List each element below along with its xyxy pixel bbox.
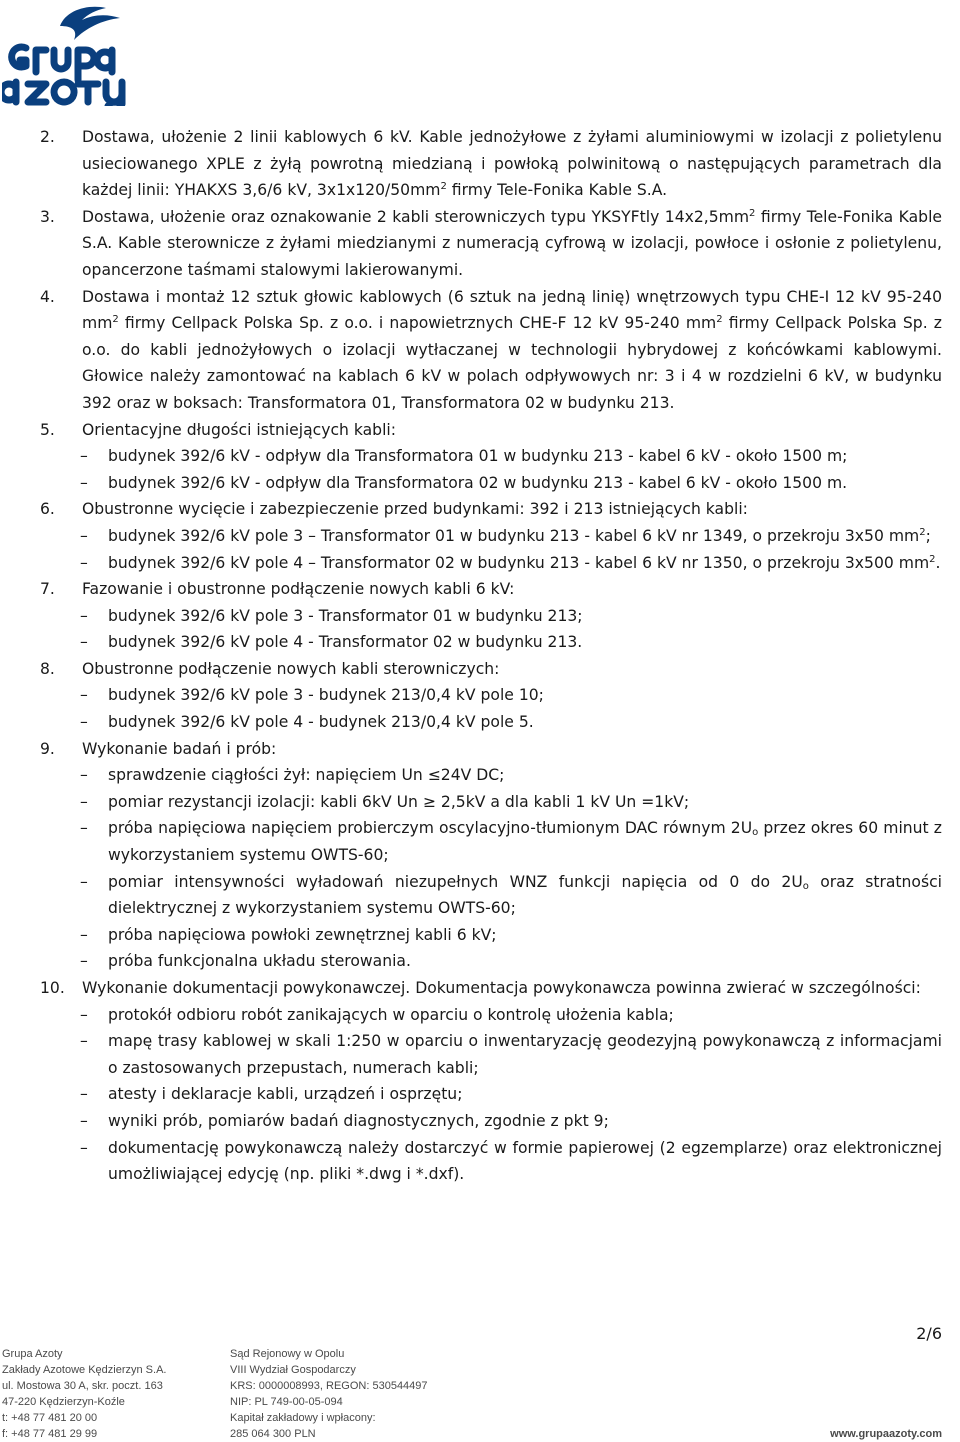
item-number: 4. bbox=[40, 287, 55, 306]
text-run: firmy Tele-Fonika Kable S.A. bbox=[446, 181, 668, 200]
sub-list bbox=[82, 523, 942, 576]
dash-bullet: – bbox=[80, 872, 88, 891]
dash-bullet: – bbox=[80, 1111, 88, 1130]
item-number: 8. bbox=[40, 659, 55, 678]
page-number: 2/6 bbox=[916, 1324, 942, 1343]
footer-line: Zakłady Azotowe Kędzierzyn S.A. bbox=[2, 1364, 167, 1376]
item-text bbox=[82, 576, 942, 603]
subscript: o bbox=[752, 827, 759, 839]
footer-line: t: +48 77 481 20 00 bbox=[2, 1412, 98, 1424]
dash-bullet: – bbox=[80, 447, 88, 466]
text-run: pomiar rezystancji izolacji: kabli 6kV Un ≥ 2,5kV a dla kabli 1 kV Un =1kV; bbox=[108, 792, 690, 811]
sub-list-item bbox=[82, 1108, 942, 1135]
sub-list-item bbox=[82, 550, 942, 577]
sub-list bbox=[82, 762, 942, 975]
sub-list-item bbox=[82, 1002, 942, 1029]
superscript: 2 bbox=[112, 314, 119, 326]
superscript: 2 bbox=[716, 314, 723, 326]
text-run: Dostawa, ułożenie oraz oznakowanie 2 kabli sterowniczych typu YKSYFtly 14x2,5mm bbox=[82, 207, 750, 226]
sub-list-item bbox=[82, 1135, 942, 1188]
sub-list-item bbox=[82, 709, 942, 736]
dash-bullet: – bbox=[80, 925, 88, 944]
text-run: Wykonanie badań i prób: bbox=[82, 739, 277, 758]
dash-bullet: – bbox=[80, 473, 88, 492]
text-run: Fazowanie i obustronne podłączenie nowych kabli 6 kV: bbox=[82, 580, 515, 599]
list-item bbox=[40, 736, 942, 975]
dash-bullet: – bbox=[80, 606, 88, 625]
list-item bbox=[40, 284, 942, 417]
text-run: dokumentację powykonawczą należy dostarczyć w formie papierowej (2 egzemplarze) oraz elektronicznej umożliwiającej edycję (np. pliki *.dwg i *.dxf). bbox=[108, 1138, 942, 1184]
text-run: próba napięciowa powłoki zewnętrznej kabli 6 kV; bbox=[108, 925, 497, 944]
item-number: 3. bbox=[40, 207, 55, 226]
text-run: Obustronne podłączenie nowych kabli sterowniczych: bbox=[82, 659, 500, 678]
footer bbox=[0, 1346, 960, 1442]
text-run: budynek 392/6 kV pole 3 - budynek 213/0,4 kV pole 10; bbox=[108, 686, 544, 705]
item-text bbox=[82, 124, 942, 204]
sub-list-item bbox=[82, 1081, 942, 1108]
text-run: Obustronne wycięcie i zabezpieczenie przed budynkami: 392 i 213 istniejących kabli: bbox=[82, 500, 748, 519]
sub-list-item bbox=[82, 443, 942, 470]
item-text bbox=[82, 736, 942, 763]
footer-line: ul. Mostowa 30 A, skr. poczt. 163 bbox=[2, 1380, 163, 1392]
sub-list-item bbox=[82, 869, 942, 922]
text-run: Dostawa i montaż 12 sztuk głowic kablowych (6 sztuk na jedną linię) wnętrzowych typu CHE-I 12 kV 95-240 mm bbox=[82, 287, 942, 333]
dash-bullet: – bbox=[80, 1085, 88, 1104]
item-text bbox=[82, 975, 942, 1002]
item-number: 7. bbox=[40, 580, 55, 599]
dash-bullet: – bbox=[80, 633, 88, 652]
text-run: próba napięciowa napięciem probierczym oscylacyjno-tłumionym DAC równym 2U bbox=[108, 819, 753, 838]
superscript: 2 bbox=[749, 207, 756, 219]
footer-line: Grupa Azoty bbox=[2, 1348, 63, 1360]
footer-line: 285 064 300 PLN bbox=[230, 1428, 316, 1440]
text-run: protokół odbioru robót zanikających w oparciu o kontrolę ułożenia kabla; bbox=[108, 1005, 674, 1024]
subscript: o bbox=[802, 880, 809, 892]
dash-bullet: – bbox=[80, 952, 88, 971]
text-run: budynek 392/6 kV - odpływ dla Transformatora 02 w budynku 213 - kabel 6 kV - około 1500 m. bbox=[108, 473, 848, 492]
list-item bbox=[40, 204, 942, 284]
sub-list-item bbox=[82, 470, 942, 497]
dash-bullet: – bbox=[80, 686, 88, 705]
footer-line: f: +48 77 481 29 99 bbox=[2, 1428, 98, 1440]
item-text bbox=[82, 656, 942, 683]
text-run: mapę trasy kablowej w skali 1:250 w oparciu o inwentaryzację geodezyjną powykonawczą z informacjami o zastosowanych przepustach, numerach kabli; bbox=[108, 1032, 942, 1077]
footer-line: VIII Wydział Gospodarczy bbox=[230, 1364, 356, 1376]
item-number: 10. bbox=[40, 979, 65, 997]
text-run: budynek 392/6 kV pole 4 – Transformator 02 w budynku 213 - kabel 6 kV nr 1350, o przekroju 3x500 mm bbox=[108, 553, 930, 572]
item-number: 5. bbox=[40, 420, 55, 439]
sub-list-item bbox=[82, 948, 942, 975]
text-run: firmy Tele-Fonika Kable S.A. Kable sterownicze z żyłami miedzianymi z numeracją cyfrową w izolacji, powłoce i osłonie z polietylenu, opancerzone taśmami stalowymi lakierowanymi. bbox=[82, 207, 942, 279]
dash-bullet: – bbox=[80, 766, 88, 785]
text-run: próba funkcjonalna układu sterowania. bbox=[108, 952, 411, 971]
text-run: sprawdzenie ciągłości żył: napięciem Un ≤24V DC; bbox=[108, 766, 505, 785]
superscript: 2 bbox=[440, 181, 447, 193]
footer-registration-info bbox=[230, 1346, 428, 1442]
item-number: 2. bbox=[40, 128, 55, 146]
sub-list bbox=[82, 682, 942, 735]
sub-list-item bbox=[82, 523, 942, 550]
document-body bbox=[40, 124, 942, 1188]
dash-bullet: – bbox=[80, 526, 88, 545]
text-run: przez okres 60 minut z wykorzystaniem systemu OWTS-60; bbox=[108, 819, 942, 865]
sub-list bbox=[82, 1002, 942, 1188]
item-number: 6. bbox=[40, 500, 55, 519]
list-item bbox=[40, 975, 942, 1188]
text-run: firmy Cellpack Polska Sp. z o.o. i napowietrznych CHE-F 12 kV 95-240 mm bbox=[118, 314, 717, 333]
sub-list-item bbox=[82, 815, 942, 868]
dash-bullet: – bbox=[80, 1005, 88, 1024]
dash-bullet: – bbox=[80, 713, 88, 732]
grupa-azoty-logo bbox=[2, 2, 164, 106]
footer-line: KRS: 0000008993, REGON: 530544497 bbox=[230, 1380, 428, 1392]
text-run: atesty i deklaracje kabli, urządzeń i osprzętu; bbox=[108, 1085, 463, 1104]
text-run: oraz stratności dielektrycznej z wykorzystaniem systemu OWTS-60; bbox=[108, 872, 942, 918]
list-item bbox=[40, 124, 942, 204]
dash-bullet: – bbox=[80, 1138, 88, 1157]
sub-list-item bbox=[82, 922, 942, 949]
list-item bbox=[40, 496, 942, 576]
text-run: . bbox=[935, 553, 941, 572]
superscript: 2 bbox=[929, 553, 936, 565]
dash-bullet: – bbox=[80, 792, 88, 811]
item-text bbox=[82, 417, 942, 444]
text-run: Orientacyjne długości istniejących kabli: bbox=[82, 420, 396, 439]
footer-company-info bbox=[2, 1346, 166, 1442]
list-item bbox=[40, 576, 942, 656]
text-run: budynek 392/6 kV pole 3 – Transformator 01 w budynku 213 - kabel 6 kV nr 1349, o przekroju 3x50 mm bbox=[108, 526, 920, 545]
sub-list bbox=[82, 443, 942, 496]
text-run: pomiar intensywności wyładowań niezupełnych WNZ funkcji napięcia od 0 do 2U bbox=[108, 872, 803, 891]
text-run: budynek 392/6 kV pole 3 - Transformator 01 w budynku 213; bbox=[108, 606, 583, 625]
superscript: 2 bbox=[919, 526, 926, 538]
item-text bbox=[82, 204, 942, 284]
text-run: firmy Cellpack Polska Sp. z o.o. do kabli jednożyłowych o izolacji wytłaczanej w technologii hybrydowej z końcówkami kablowymi. Głowice należy zamontować na kablach 6 kV w polach odpływowych nr: 3 i 4 w rozdzielni 6 kV, w budynku 392 oraz w boksach: Transformatora 01, Transformatora 02 w budynku 213. bbox=[82, 314, 942, 412]
sub-list-item bbox=[82, 1028, 942, 1081]
sub-list-item bbox=[82, 682, 942, 709]
sub-list-item bbox=[82, 629, 942, 656]
item-text bbox=[82, 496, 942, 523]
text-run: budynek 392/6 kV pole 4 - budynek 213/0,4 kV pole 5. bbox=[108, 713, 534, 732]
footer-line: Kapitał zakładowy i wpłacony: bbox=[230, 1412, 376, 1424]
footer-line: NIP: PL 749-00-05-094 bbox=[230, 1396, 343, 1408]
text-run: ; bbox=[925, 526, 931, 545]
sub-list-item bbox=[82, 789, 942, 816]
footer-line: Sąd Rejonowy w Opolu bbox=[230, 1348, 345, 1360]
text-run: wyniki prób, pomiarów badań diagnostycznych, zgodnie z pkt 9; bbox=[108, 1111, 609, 1130]
dash-bullet: – bbox=[80, 553, 88, 572]
list-item bbox=[40, 417, 942, 497]
sub-list-item bbox=[82, 762, 942, 789]
sub-list bbox=[82, 603, 942, 656]
text-run: Wykonanie dokumentacji powykonawczej. Dokumentacja powykonawcza powinna zwierać w szczególności: bbox=[82, 979, 921, 997]
dash-bullet: – bbox=[80, 819, 88, 838]
list-item bbox=[40, 656, 942, 736]
dash-bullet: – bbox=[80, 1032, 88, 1051]
sub-list-item bbox=[82, 603, 942, 630]
text-run: budynek 392/6 kV pole 4 - Transformator 02 w budynku 213. bbox=[108, 633, 583, 652]
footer-website: www.grupaazoty.com bbox=[830, 1428, 942, 1440]
text-run: Dostawa, ułożenie 2 linii kablowych 6 kV. Kable jednożyłowe z żyłami aluminiowymi w izolacji z polietylenu usieciowanego XPLE z żyłą powrotną miedzianą i powłoką polwinitową o następujących parametrach dla każdej linii: YHAKXS 3,6/6 kV, 3x1x120/50mm bbox=[82, 128, 942, 200]
item-number: 9. bbox=[40, 739, 55, 758]
text-run: budynek 392/6 kV - odpływ dla Transformatora 01 w budynku 213 - kabel 6 kV - około 1500 m; bbox=[108, 447, 848, 466]
item-text bbox=[82, 284, 942, 417]
footer-line: 47-220 Kędzierzyn-Koźle bbox=[2, 1396, 125, 1408]
